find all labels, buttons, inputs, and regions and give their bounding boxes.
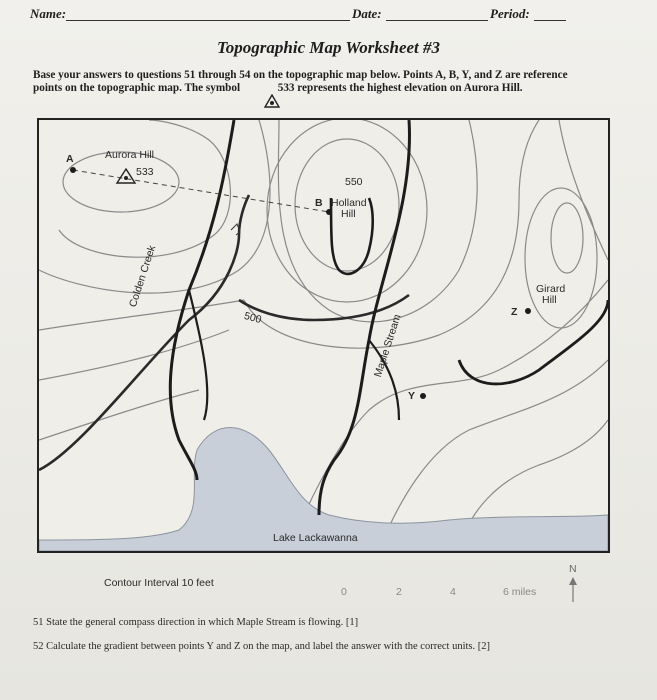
symbol-value: 533: [277, 82, 295, 94]
topographic-map: [37, 118, 610, 553]
page-title: Topographic Map Worksheet #3: [216, 38, 441, 57]
point-z-marker: [525, 308, 531, 314]
point-a-marker: [70, 167, 76, 173]
label-contour-500: 500: [242, 309, 263, 327]
label-holland-elevation: 550: [345, 176, 363, 188]
date-blank: [386, 20, 488, 21]
instructions-line-2-end: represents the highest elevation on Aurora Hill.: [297, 82, 523, 94]
name-label: Name:: [30, 6, 67, 21]
label-aurora-elevation: 533: [136, 166, 154, 178]
date-label: Date:: [352, 6, 382, 21]
label-point-b: B: [315, 197, 323, 209]
point-b-marker: [326, 209, 332, 215]
point-y-marker: [420, 393, 426, 399]
benchmark-triangle-icon: [264, 94, 280, 108]
instructions-line-1: Base your answers to questions 51 through 54 on the topographic map below. Points A, B, Y, and Z are reference: [33, 69, 568, 81]
instructions-line-2: [33, 82, 623, 95]
period-label: Period:: [490, 6, 530, 21]
scale-2: 2: [396, 586, 402, 598]
contour-interval-label: Contour Interval 10 feet: [104, 577, 214, 589]
north-label: N: [569, 563, 577, 575]
label-point-y: Y: [408, 390, 416, 402]
profile-line-a-b: [73, 170, 329, 212]
period-blank: [534, 20, 566, 21]
label-holland-hill-2: Hill: [341, 208, 356, 220]
question-52: 52 Calculate the gradient between points Y and Z on the map, and label the answer with the correct units. [2]: [33, 641, 490, 652]
label-point-a: A: [66, 153, 74, 165]
instructions-line-2-start: points on the topographic map. The symbol: [33, 82, 241, 94]
north-arrow-icon: [566, 576, 580, 604]
label-lake-lackawanna: Lake Lackawanna: [273, 532, 358, 544]
label-point-z: Z: [511, 306, 518, 318]
scale-6-miles: 6 miles: [503, 586, 537, 598]
label-holland-hill: Holland: [331, 197, 367, 209]
scale-0: 0: [341, 586, 347, 598]
name-blank: [66, 20, 350, 21]
label-girard-hill: Girard: [536, 283, 566, 295]
question-51: 51 State the general compass direction in which Maple Stream is flowing. [1]: [33, 617, 359, 628]
label-aurora-hill: Aurora Hill: [105, 149, 155, 161]
aurora-benchmark-icon: [117, 169, 135, 183]
label-maple-stream: Maple Stream: [372, 312, 404, 379]
map-svg: [39, 120, 608, 551]
label-colden-creek: Colden Creek: [127, 243, 159, 309]
contour-500-line: [39, 195, 249, 470]
scale-4: 4: [450, 586, 456, 598]
colden-creek: [170, 120, 234, 480]
label-girard-hill-2: Hill: [542, 294, 557, 306]
